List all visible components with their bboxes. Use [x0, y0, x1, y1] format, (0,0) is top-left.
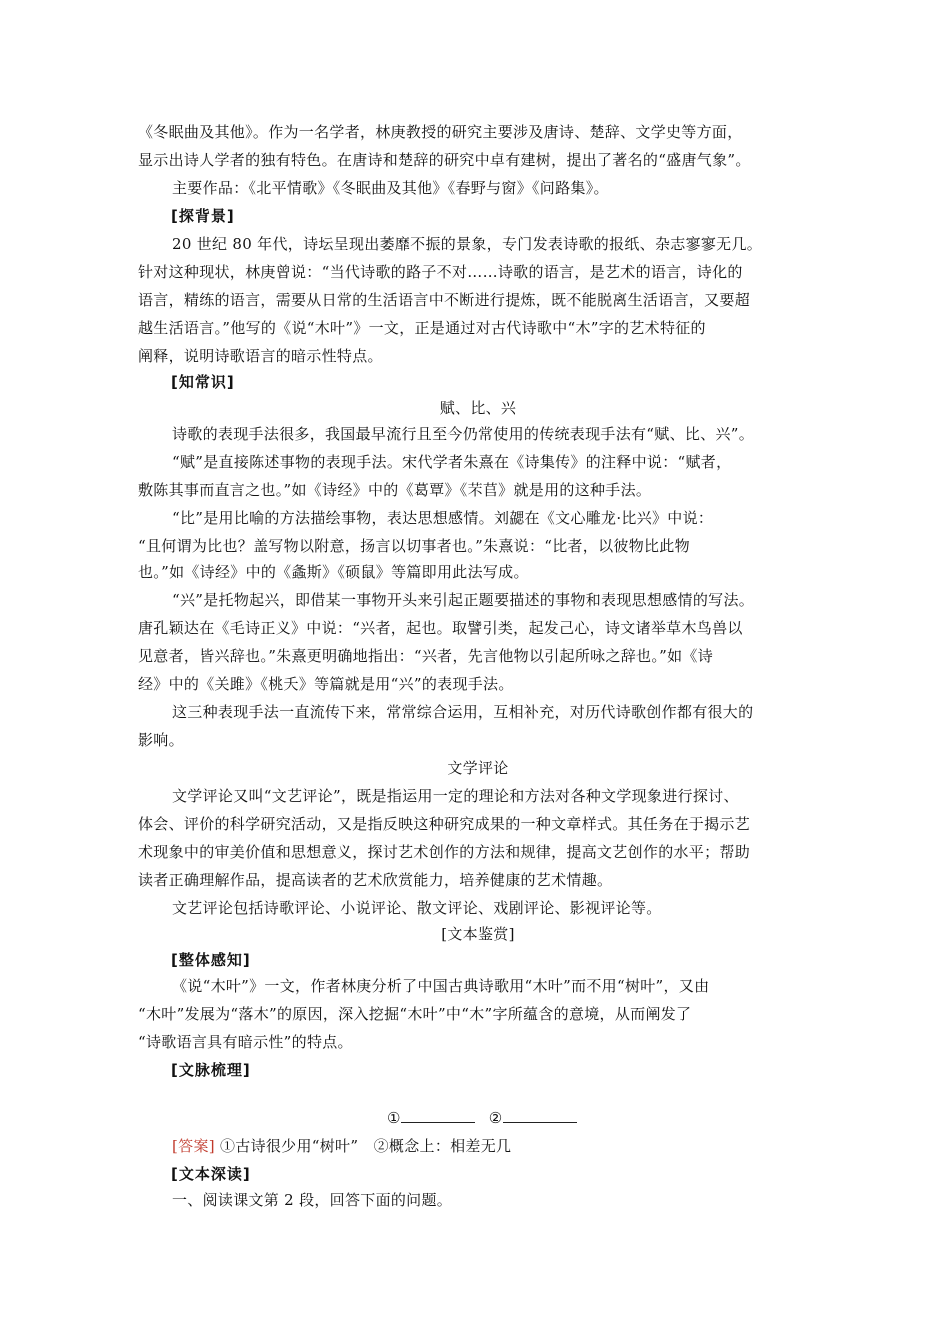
paragraph-line: 文学评论又叫“文艺评论”，既是指运用一定的理论和方法对各种文学现象进行探讨、	[172, 787, 739, 805]
fill-in-blanks	[387, 1108, 627, 1128]
paragraph-line: 读者正确理解作品，提高读者的艺术欣赏能力，培养健康的艺术情趣。	[138, 871, 613, 889]
paragraph-line: “且何谓为比也？盖写物以附意，扬言以切事者也。”朱熹说：“比者，以彼物比此物	[138, 537, 690, 555]
paragraph-line: 这三种表现手法一直流传下来，常常综合运用，互相补充，对历代诗歌创作都有很大的	[172, 703, 754, 721]
blank-line[interactable]	[503, 1108, 577, 1123]
answer-line	[172, 1136, 852, 1156]
paragraph-line: 经》中的《关雎》《桃夭》等篇就是用“兴”的表现手法。	[138, 675, 514, 693]
paragraph-line: 文艺评论包括诗歌评论、小说评论、散文评论、戏剧评论、影视评论等。	[172, 899, 662, 917]
blank-label-1: ①	[387, 1109, 401, 1127]
intro-line: 《冬眠曲及其他》。作为一名学者，林庚教授的研究主要涉及唐诗、楚辞、文学史等方面，	[138, 123, 743, 141]
answer-text: ①古诗很少用“树叶” ②概念上：相差无几	[219, 1137, 512, 1155]
paragraph-line: 针对这种现状，林庚曾说：“当代诗歌的路子不对……诗歌的语言，是艺术的语言，诗化的	[138, 263, 743, 281]
paragraph-line: 唐孔颖达在《毛诗正义》中说：“兴者，起也。取譬引类，起发己心，诗文诸举草木鸟兽以	[138, 619, 743, 637]
section-heading-background: [探背景]	[171, 207, 235, 225]
paragraph-line: 体会、评价的科学研究活动，又是指反映这种研究成果的一种文章样式。其任务在于揭示艺	[138, 815, 751, 833]
paragraph-line: “赋”是直接陈述事物的表现手法。宋代学者朱熹在《诗集传》的注释中说：“赋者，	[172, 453, 732, 471]
paragraph-line: 阐释，说明诗歌语言的暗示性特点。	[138, 347, 383, 365]
answer-tag: [答案]	[172, 1137, 215, 1155]
paragraph-line: “兴”是托物起兴，即借某一事物开头来引起正题要描述的事物和表现思想感情的写法。	[172, 591, 755, 609]
paragraph-line: 《说“木叶”》一文，作者林庚分析了中国古典诗歌用“木叶”而不用“树叶”，又由	[172, 977, 710, 995]
blank-label-2: ②	[488, 1109, 503, 1127]
section-heading-knowledge: [知常识]	[171, 373, 235, 391]
paragraph-line: 也。”如《诗经》中的《螽斯》《硕鼠》等篇即用此法写成。	[138, 563, 529, 581]
paragraph-line: 诗歌的表现手法很多，我国最早流行且至今仍常使用的传统表现手法有“赋、比、兴”。	[172, 425, 755, 443]
paragraph-line: 敷陈其事而直言之也。”如《诗经》中的《葛覃》《芣苢》就是用的这种手法。	[138, 481, 652, 499]
section-title-appreciation: [文本鉴赏]	[441, 925, 515, 943]
section-heading-outline: [文脉梳理]	[171, 1061, 251, 1079]
paragraph-line: “木叶”发展为“落木”的原因，深入挖掘“木叶”中“木”字所蕴含的意境，从而阐发了	[138, 1005, 692, 1023]
paragraph-line: 越生活语言。”他写的《说“木叶”》一文，正是通过对古代诗歌中“木”字的艺术特征的	[138, 319, 706, 337]
blank-line[interactable]	[401, 1108, 475, 1123]
section-heading-overall: [整体感知]	[171, 951, 251, 969]
paragraph-line: “比”是用比喻的方法描绘事物，表达思想感情。刘勰在《文心雕龙·比兴》中说：	[172, 509, 714, 527]
paragraph-line: 术现象中的审美价值和思想意义，探讨艺术创作的方法和规律，提高文艺创作的水平；帮助	[138, 843, 751, 861]
paragraph-line: 20 世纪 80 年代，诗坛呈现出萎靡不振的景象，专门发表诗歌的报纸、杂志寥寥无几。	[172, 235, 763, 253]
main-works: 主要作品：《北平情歌》《冬眠曲及其他》《春野与窗》《问路集》。	[172, 179, 609, 197]
question-line: 一、阅读课文第 2 段，回答下面的问题。	[172, 1191, 453, 1209]
paragraph-line: 影响。	[138, 731, 184, 749]
intro-line: 显示出诗人学者的独有特色。在唐诗和楚辞的研究中卓有建树，提出了著名的“盛唐气象”。	[138, 151, 751, 169]
subsection-title: 文学评论	[447, 759, 509, 777]
paragraph-line: 见意者，皆兴辞也。”朱熹更明确地指出：“兴者，先言他物以引起所咏之辞也。”如《诗	[138, 647, 714, 665]
paragraph-line: 语言，精练的语言，需要从日常的生活语言中不断进行提炼，既不能脱离生活语言，又要超	[138, 291, 751, 309]
paragraph-line: “诗歌语言具有暗示性”的特点。	[138, 1033, 353, 1051]
section-heading-deep-reading: [文本深读]	[171, 1165, 251, 1183]
subsection-title: 赋、比、兴	[439, 399, 517, 417]
